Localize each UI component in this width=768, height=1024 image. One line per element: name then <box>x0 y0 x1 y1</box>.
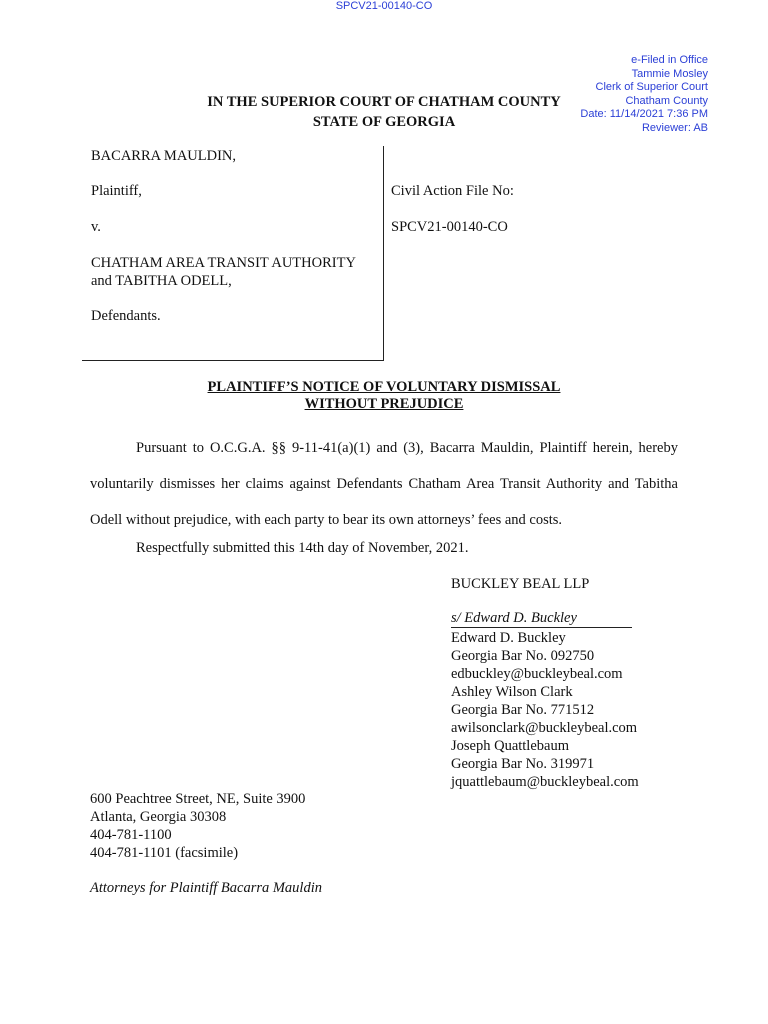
attorney-email[interactable]: jquattlebaum@buckleybeal.com <box>451 774 639 790</box>
notice-paragraph: Pursuant to O.C.G.A. §§ 9-11-41(a)(1) and (3), Bacarra Mauldin, Plaintiff herein, hereby voluntarily dismisses her claims against Defendants Chatham Area Transit Authority and Tabitha Odell without prejudice, with each party to bear its own attorneys’ fees and costs. <box>90 440 678 528</box>
attorney-email[interactable]: awilsonclark@buckleybeal.com <box>451 720 638 736</box>
efile-clerk-title: Clerk of Superior Court <box>595 81 708 93</box>
court-state: STATE OF GEORGIA <box>312 114 456 130</box>
notice-body <box>90 430 678 538</box>
efile-county: Chatham County <box>625 94 708 107</box>
efile-line: e-Filed in Office <box>631 54 708 66</box>
attorney-line: Georgia Bar No. 319971 <box>451 756 595 772</box>
firm-address <box>90 790 305 862</box>
notice-title-line1: PLAINTIFF’S NOTICE OF VOLUNTARY DISMISSAL <box>207 379 561 395</box>
efile-date: Date: 11/14/2021 7:36 PM <box>580 108 708 120</box>
attorney-line: Georgia Bar No. 092750 <box>451 648 595 664</box>
phone-line: 404-781-1100 <box>90 827 172 843</box>
fax-line: 404-781-1101 (facsimile) <box>90 845 239 861</box>
attorney-line: Edward D. Buckley <box>451 630 566 646</box>
efile-clerk-name: Tammie Mosley <box>631 67 708 80</box>
attorney-block <box>451 629 639 791</box>
firm-name: BUCKLEY BEAL LLP <box>451 576 590 592</box>
defendants-label: Defendants. <box>91 308 161 324</box>
efile-reviewer: Reviewer: AB <box>641 121 708 134</box>
defendant-2: and TABITHA ODELL, <box>91 273 232 289</box>
court-name: IN THE SUPERIOR COURT OF CHATHAM COUNTY <box>207 94 561 110</box>
caption-case-number: SPCV21-00140-CO <box>391 219 508 235</box>
civil-action-label: Civil Action File No: <box>391 183 514 199</box>
notice-title-line2: WITHOUT PREJUDICE <box>304 396 464 412</box>
attorney-line: Georgia Bar No. 771512 <box>451 702 595 718</box>
court-title <box>150 92 618 132</box>
case-number-header: SPCV21-00140-CO <box>335 0 433 12</box>
address-line: 600 Peachtree Street, NE, Suite 3900 <box>90 791 306 807</box>
plaintiff-label: Plaintiff, <box>91 183 142 199</box>
defendants-names <box>91 254 381 290</box>
defendant-1: CHATHAM AREA TRANSIT AUTHORITY <box>91 255 356 271</box>
notice-title <box>150 379 618 413</box>
signature-line: s/ Edward D. Buckley <box>451 609 632 628</box>
plaintiff-name: BACARRA MAULDIN, <box>91 148 237 164</box>
attorney-email[interactable]: edbuckley@buckleybeal.com <box>451 666 623 682</box>
signoff: Respectfully submitted this 14th day of November, 2021. <box>136 540 469 556</box>
versus-label: v. <box>91 219 101 235</box>
address-line: Atlanta, Georgia 30308 <box>90 809 227 825</box>
attorney-line: Joseph Quattlebaum <box>451 738 569 754</box>
attorneys-for: Attorneys for Plaintiff Bacarra Mauldin <box>90 880 322 896</box>
attorney-line: Ashley Wilson Clark <box>451 684 573 700</box>
